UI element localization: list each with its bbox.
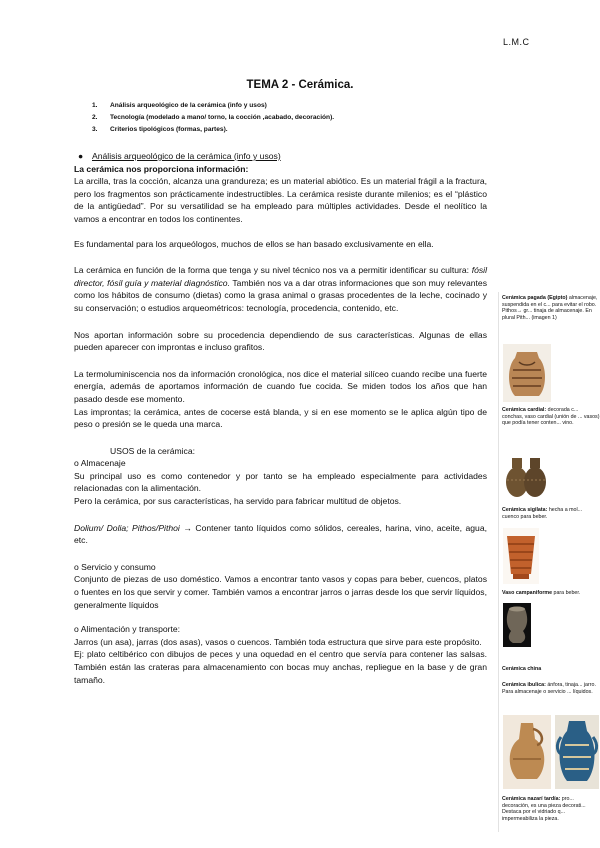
sigilata-bowl-image xyxy=(503,528,539,584)
pithos-jar-image xyxy=(503,344,551,402)
caption-campaniforme: Vaso campaniforme para beber. xyxy=(502,590,581,596)
bullet-icon: ● xyxy=(78,151,84,161)
toc-item xyxy=(92,102,334,114)
sidebar-divider xyxy=(498,292,499,832)
author-initials: L.M.C xyxy=(503,37,530,47)
paragraph-termoluminiscencia: La termoluminiscencia nos da información cronológica, nos dice el material silíceo cuando recibe una fuerte energía, además de aportamos información de cuando fue cocida. Se miden todos los años que han pasado desde ese momento. xyxy=(74,368,487,404)
almacenaje-heading: o Almacenaje xyxy=(74,458,126,469)
section-heading: ● Análisis arqueológico de la cerámica (info y usos) xyxy=(78,151,281,161)
paragraph-cultura: La cerámica en función de la forma que tenga y su nivel técnico nos va a permitir identificar su cultura: fósil director, fósil guía y material diagnóstico. También nos va a dar otras informaciones que son muy relevantes como los hábitos de consumo (dietas) como la grasa animal o grasas procedentes de la leche, cocinado y su conservación; o estudios arqueométricos: tecnología, procedencia, contenido, etc. xyxy=(74,265,487,313)
paragraph-jarros: Jarros (un asa), jarras (dos asas), vasos o cuencos. También toda estructura que sirve para este propósito. xyxy=(74,636,482,647)
nazari-vase-image xyxy=(555,715,599,789)
caption-cardial: Cerámica cardial: decorada c... conchas, vaso cardial (unión de ... vasos) que podía tener conten... vino. xyxy=(502,407,600,427)
alimentacion-heading: o Alimentación y transporte: xyxy=(74,624,181,635)
caption-nazari: Cerámica nazarí tardía: pro... decoración, es una pieza decorati... Destaca por el vidriado q... impermeabiliza la pieza. xyxy=(502,796,586,822)
campaniforme-vase-image xyxy=(503,603,531,647)
emphasis-dolium: Dolium/ Dolia; Pithos/Pithoi xyxy=(74,522,180,533)
cardial-vessel-image xyxy=(503,448,549,502)
ibulica-jar-image xyxy=(503,715,551,789)
paragraph-plato: Ej: plato celtibérico con dibujos de peces y una oquedad en el centro que servía para contener las salsas. También están las crateras para almacenamiento con bocas muy anchas, repliegue en la base y de gran tamaño. xyxy=(74,649,487,685)
table-of-contents xyxy=(92,102,334,138)
paragraph-almacenaje: Su principal uso es como contenedor y por tanto se ha empleado especialmente para actividades relacionadas con la alimentación. xyxy=(74,470,487,494)
paragraph-arcilla: La arcilla, tras la cocción, alcanza una grandureza; es un material abiótico. Es un material frágil a la fractura, pero los fragmentos son prácticamente indestructibles. La cerámica resiste durante milenios; es el “plástico de la antigüedad”. Por su versatilidad se ha empleado para múltiples actividades. Desde el neolítico la vamos a encontrar en todos los continentes. xyxy=(74,176,487,224)
emphasis-fosil: fósil director, fósil guía y material diagnóstico. xyxy=(74,265,487,288)
section-lead: La cerámica nos proporciona información: xyxy=(74,163,249,174)
caption-pagada: Cerámica pagada (Egipto) almacenaje, suspendida en el c... para evitar el robo. Pithos→ gr... tinaja de almacenaje. En plural Pith... (imagen 1) xyxy=(502,295,598,321)
paragraph-objetos: Pero la cerámica, por sus características, ha servido para fabricar multitud de objetos. xyxy=(74,496,402,507)
paragraph-servicio: Conjunto de piezas de uso doméstico. Vamos a encontrar tanto vasos y copas para beber, cuencos, platos o fuentes en los que servir y comer. También vamos a encontrar jarros o jarras desde los que servir líquidos, generalmente líquidos xyxy=(74,574,487,610)
paragraph-procedencia: Nos aportan información sobre su procedencia dependiendo de sus características. Algunas de ellas pueden aparecer con improntas e incluso grafitos. xyxy=(74,329,487,353)
toc-number: 1. xyxy=(92,102,98,109)
usos-heading: USOS de la cerámica: xyxy=(110,445,196,456)
toc-number: 3. xyxy=(92,126,98,133)
paragraph-improntas: Las improntas; la cerámica, antes de cocerse está blanda, y si en ese momento se le aplica algún tipo de peso o presión se le queda una marca. xyxy=(74,406,487,430)
toc-label: Criterios tipológicos (formas, partes). xyxy=(110,126,228,133)
paragraph-dolium: Dolium/ Dolia; Pithos/Pithoi → Contener tanto líquidos como sólidos, cereales, harina, vino, aceite, agua, etc. xyxy=(74,522,487,546)
toc-label: Análisis arqueológico de la cerámica (info y usos) xyxy=(110,102,267,109)
caption-ibulica: Cerámica ibulica: ánfora, tinaja... jarro. Para almacenaje o servicio ... líquidos. xyxy=(502,682,596,695)
toc-number: 2. xyxy=(92,114,98,121)
paragraph-arqueologos: Es fundamental para los arqueólogos, muchos de ellos se han basado exclusivamente en ella. xyxy=(74,238,434,249)
toc-label: Tecnología (modelado a mano/ torno, la cocción ,acabado, decoración). xyxy=(110,114,335,121)
toc-item xyxy=(92,126,334,138)
document-title: TEMA 2 - Cerámica. xyxy=(246,79,354,91)
caption-sigilata: Cerámica sigilata: hecha a mol... cuenco para beber. xyxy=(502,507,583,520)
servicio-heading: o Servicio y consumo xyxy=(74,561,156,572)
main-text xyxy=(74,150,487,686)
caption-china: Cerámica china xyxy=(502,666,542,672)
toc-item xyxy=(92,114,334,126)
